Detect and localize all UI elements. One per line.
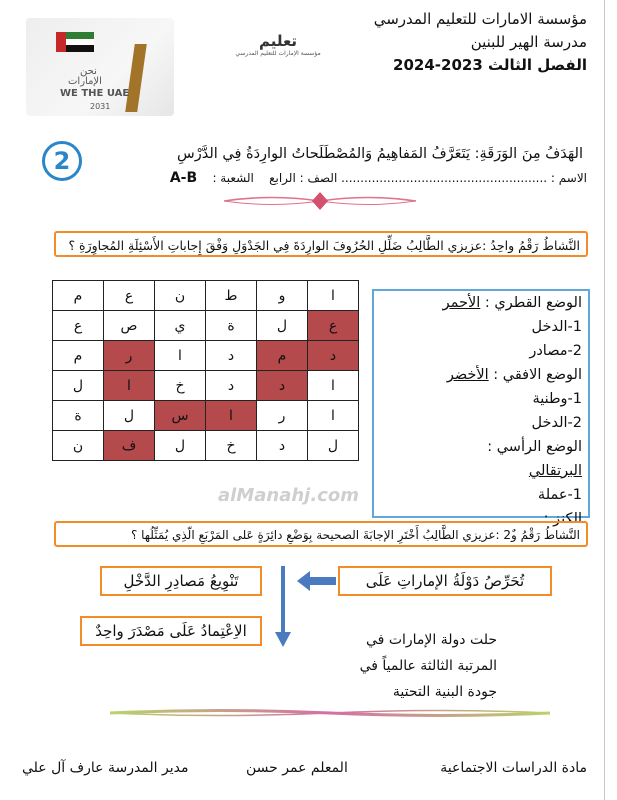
- clue-horizontal: [374, 363, 582, 387]
- logo-bar-shape: [125, 44, 147, 112]
- letter-grid: [52, 280, 359, 461]
- grid-cell[interactable]: ل: [308, 431, 359, 461]
- grid-row: [53, 281, 359, 311]
- grid-cell[interactable]: ن: [53, 431, 104, 461]
- grid-cell[interactable]: خ: [155, 371, 206, 401]
- grid-cell[interactable]: ي: [155, 311, 206, 341]
- clues-box: [372, 289, 590, 527]
- clue-diagonal-color: الأحمر: [442, 295, 481, 311]
- grid-cell[interactable]: ص: [104, 311, 155, 341]
- name-field[interactable]: ......................................................: [341, 171, 548, 185]
- clue-vertical-1: 1-عملة: [537, 487, 582, 503]
- clue-horizontal-color: الأخضر: [446, 367, 489, 383]
- grid-cell[interactable]: ل: [257, 311, 308, 341]
- grid-cell[interactable]: ر: [104, 341, 155, 371]
- footer-teacher: المعلم عمر حسن: [246, 760, 348, 776]
- institution-name: مؤسسة الامارات للتعليم المدرسي: [373, 10, 587, 28]
- activity2-instruction: النَّشاطُ رَقْمُ و2ٌ :عزيزي الطَّالِبُ أَخْتَرِ الإجابَةَ الصحيحة بِوَضْعِ دائِرَةٍ عَلى المَرْبَعِ الّذِي يُمَثِّلُها ؟: [54, 521, 588, 547]
- grid-cell[interactable]: ع: [308, 311, 359, 341]
- grid-cell[interactable]: ل: [155, 431, 206, 461]
- section-value: A-B: [169, 170, 198, 186]
- we-the-uae-logo: [26, 18, 174, 116]
- grid-cell[interactable]: م: [53, 341, 104, 371]
- ese-logo-word: تعليم: [258, 32, 298, 50]
- page-edge-line: [604, 0, 605, 800]
- clue-diagonal-label: الوضع القطري :: [484, 295, 582, 311]
- watermark: alManahj.com: [218, 485, 359, 506]
- logo-text-top: نحن: [80, 66, 97, 77]
- grade-label: الصف : الرابع: [269, 171, 338, 185]
- student-info-row: [170, 170, 587, 186]
- grid-cell[interactable]: ا: [308, 401, 359, 431]
- option-1-box[interactable]: تَنْوِيعُ مَصادِرِ الدَّخْلِ: [100, 566, 262, 596]
- clue-vertical-label: الوضع الرأسي :: [487, 439, 582, 455]
- clue-diagonal-1: 1-الدخل: [531, 319, 582, 335]
- grid-cell[interactable]: ة: [53, 401, 104, 431]
- school-name: مدرسة الهير للبنين: [470, 33, 587, 51]
- logo-text-mid: الإمارات: [68, 76, 102, 87]
- grid-cell[interactable]: م: [53, 281, 104, 311]
- uae-flag-icon: [56, 32, 94, 52]
- option-source-box: تُحَرِّصُ دَوْلَةُ الإماراتِ عَلَى: [338, 566, 552, 596]
- clue-horizontal-1: 1-وطنية: [532, 391, 582, 407]
- ese-logo: [232, 32, 324, 74]
- answer-line: حلت دولة الإمارات في: [366, 632, 497, 648]
- grid-cell[interactable]: خ: [206, 431, 257, 461]
- clue-horizontal-2: 2-الدخل: [531, 415, 582, 431]
- clue-diagonal-2: 2-مصادر: [529, 343, 582, 359]
- answer-line: المرتبة الثالثة عالمياً في: [359, 658, 497, 674]
- grid-cell[interactable]: ن: [155, 281, 206, 311]
- arrow-left-icon: [296, 570, 338, 592]
- grid-cell[interactable]: د: [308, 341, 359, 371]
- treasure-field[interactable]: الكنز : ................: [465, 511, 582, 527]
- grid-cell[interactable]: ا: [155, 341, 206, 371]
- grid-row: [53, 311, 359, 341]
- term-year: الفصل الثالث 2023-2024: [393, 56, 587, 74]
- grid-cell[interactable]: ا: [308, 281, 359, 311]
- grid-cell[interactable]: ل: [104, 401, 155, 431]
- arrow-down-icon: [274, 566, 292, 648]
- grid-cell[interactable]: و: [257, 281, 308, 311]
- grid-cell[interactable]: س: [155, 401, 206, 431]
- grid-cell[interactable]: ع: [53, 311, 104, 341]
- clue-diagonal: [374, 291, 582, 315]
- grid-row: [53, 401, 359, 431]
- clue-horizontal-label: الوضع الافقي :: [493, 367, 582, 383]
- grid-row: [53, 341, 359, 371]
- grid-cell[interactable]: م: [257, 341, 308, 371]
- grid-cell[interactable]: د: [206, 341, 257, 371]
- option-2-box[interactable]: الاِعْتِمادُ عَلَى مَصْدَرَ واحِدٌ: [80, 616, 262, 646]
- grid-cell[interactable]: ا: [104, 371, 155, 401]
- worksheet-goal: الهَدَفُ مِنَ الوَرَقَةِ: يَتَعَرَّفُ المَفاهِيمُ وَالمُصْطَلَحاتُ الوارِدَةُ فِي الدَّرْسِ: [177, 146, 583, 162]
- grid-cell[interactable]: ط: [206, 281, 257, 311]
- grid-cell[interactable]: ع: [104, 281, 155, 311]
- logo-text-en: WE THE UAE: [60, 88, 130, 99]
- ese-logo-subtitle: مؤسسة الإمارات للتعليم المدرسي: [235, 50, 321, 57]
- school-header: [374, 8, 587, 77]
- answer-line: جودة البنية التحتية: [392, 684, 497, 700]
- decorative-divider-icon: [110, 708, 550, 718]
- decorative-ornament-icon: [222, 190, 418, 212]
- answer-text: [360, 627, 497, 705]
- section-label: الشعبة :: [212, 171, 254, 185]
- footer-principal: مدير المدرسة عارف آل علي: [22, 760, 189, 776]
- grid-cell[interactable]: د: [257, 431, 308, 461]
- logo-text-year: 2031: [90, 102, 111, 111]
- grid-row: [53, 431, 359, 461]
- name-label: الاسم :: [550, 171, 587, 185]
- grid-cell[interactable]: ف: [104, 431, 155, 461]
- grid-row: [53, 371, 359, 401]
- grid-cell[interactable]: ا: [308, 371, 359, 401]
- clue-vertical-color: البرتقالي: [528, 463, 582, 479]
- grid-cell[interactable]: د: [206, 371, 257, 401]
- footer-subject: مادة الدراسات الاجتماعية: [440, 760, 587, 776]
- grid-cell[interactable]: ا: [206, 401, 257, 431]
- activity1-instruction: النَّشاطُ رَقْمُ واحِدُ :عزيزي الطَّالِبُ ضَلِّلِ الحُرُوفَ الوارِدَةَ فِي الجَدْوَلِ وَفْقَ إِجاباتِ الأَسْئِلَةِ المُجاوِرَةِ ؟: [54, 231, 588, 257]
- grid-cell[interactable]: ة: [206, 311, 257, 341]
- grid-cell[interactable]: ل: [53, 371, 104, 401]
- grid-cell[interactable]: د: [257, 371, 308, 401]
- lesson-number-badge: 2: [42, 141, 82, 181]
- grid-cell[interactable]: ر: [257, 401, 308, 431]
